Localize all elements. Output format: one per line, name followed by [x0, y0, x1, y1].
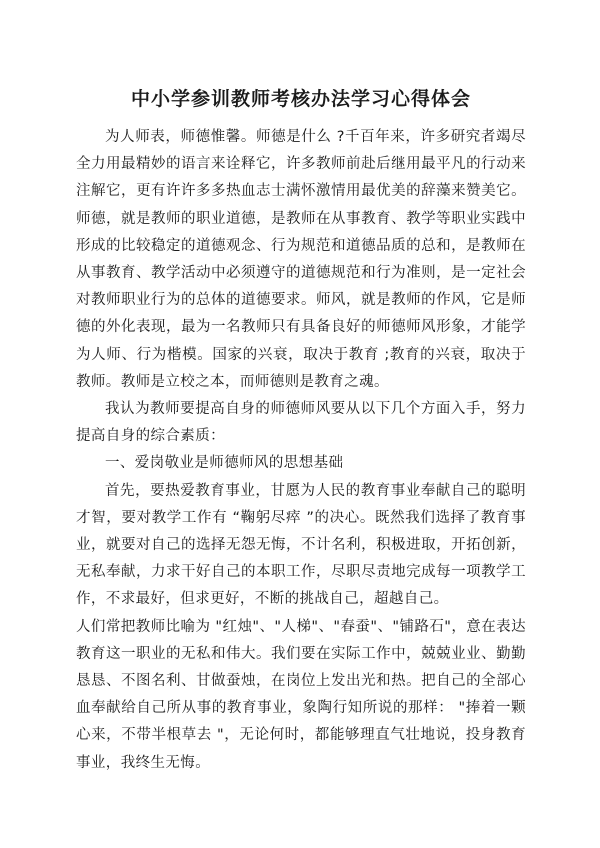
document-page — [76, 84, 526, 777]
paragraph-intro: 为人师表，师德惟馨。师德是什么 ?千百年来，许多研究者竭尽全力用最精妙的语言来诠释它，许多教师前赴后继用最平凡的行动来注解它，更有许许多多热血志士满怀激情用最优美的辞藻来赞美它。师德，就是教师的职业道德，是教师在从事教育、教学等职业实践中形成的比较稳定的道德观念、行为规范和道德品质的总和，是教师在从事教育、教学活动中必须遵守的道德规范和行为准则，是一定社会对教师职业行为的总体的道德要求。师风，就是教师的作风，它是师德的外化表现，最为一名教师只有具备良好的师德师风形象，才能学为人师、行为楷模。国家的兴衰，取决于教育 ;教育的兴衰，取决于教师。教师是立校之本，而师德则是教育之魂。 — [76, 129, 526, 390]
document-title: 中小学参训教师考核办法学习心得体会 — [130, 88, 471, 110]
paragraph-dedication: 首先，要热爱教育事业，甘愿为人民的教育事业奉献自己的聪明才智，要对教学工作有 “鞠躬尽瘁 ”的决心。既然我们选择了教育事业，就要对自己的选择无怨无悔，不计名利，积极进取，开拓创新，无私奉献，力求干好自己的本职工作，尽职尽责地完成每一项教学工作，不求最好，但求更好，不断的挑战自己，超越自己。 — [76, 482, 526, 608]
paragraph-metaphor: 人们常把教师比喻为 "红烛"、"人梯"、"春蚕"、"铺路石"，意在表达教育这一职业的无私和伟大。我们要在实际工作中，兢兢业业、勤勤恳恳、不图名利、甘做蚕烛，在岗位上发出光和热。把自己的全部心血奉献给自己所从事的教育事业，象陶行知所说的那样： "捧着一颗心来，不带半根草去 "，无论何时，都能够理直气壮地说，投身教育事业，我终生无悔。 — [76, 618, 526, 771]
section-heading-1: 一、爱岗敬业是师德师风的思想基础 — [105, 455, 344, 472]
paragraph-approach: 我认为教师要提高自身的师德师风要从以下几个方面入手，努力提高自身的综合素质： — [76, 401, 526, 445]
